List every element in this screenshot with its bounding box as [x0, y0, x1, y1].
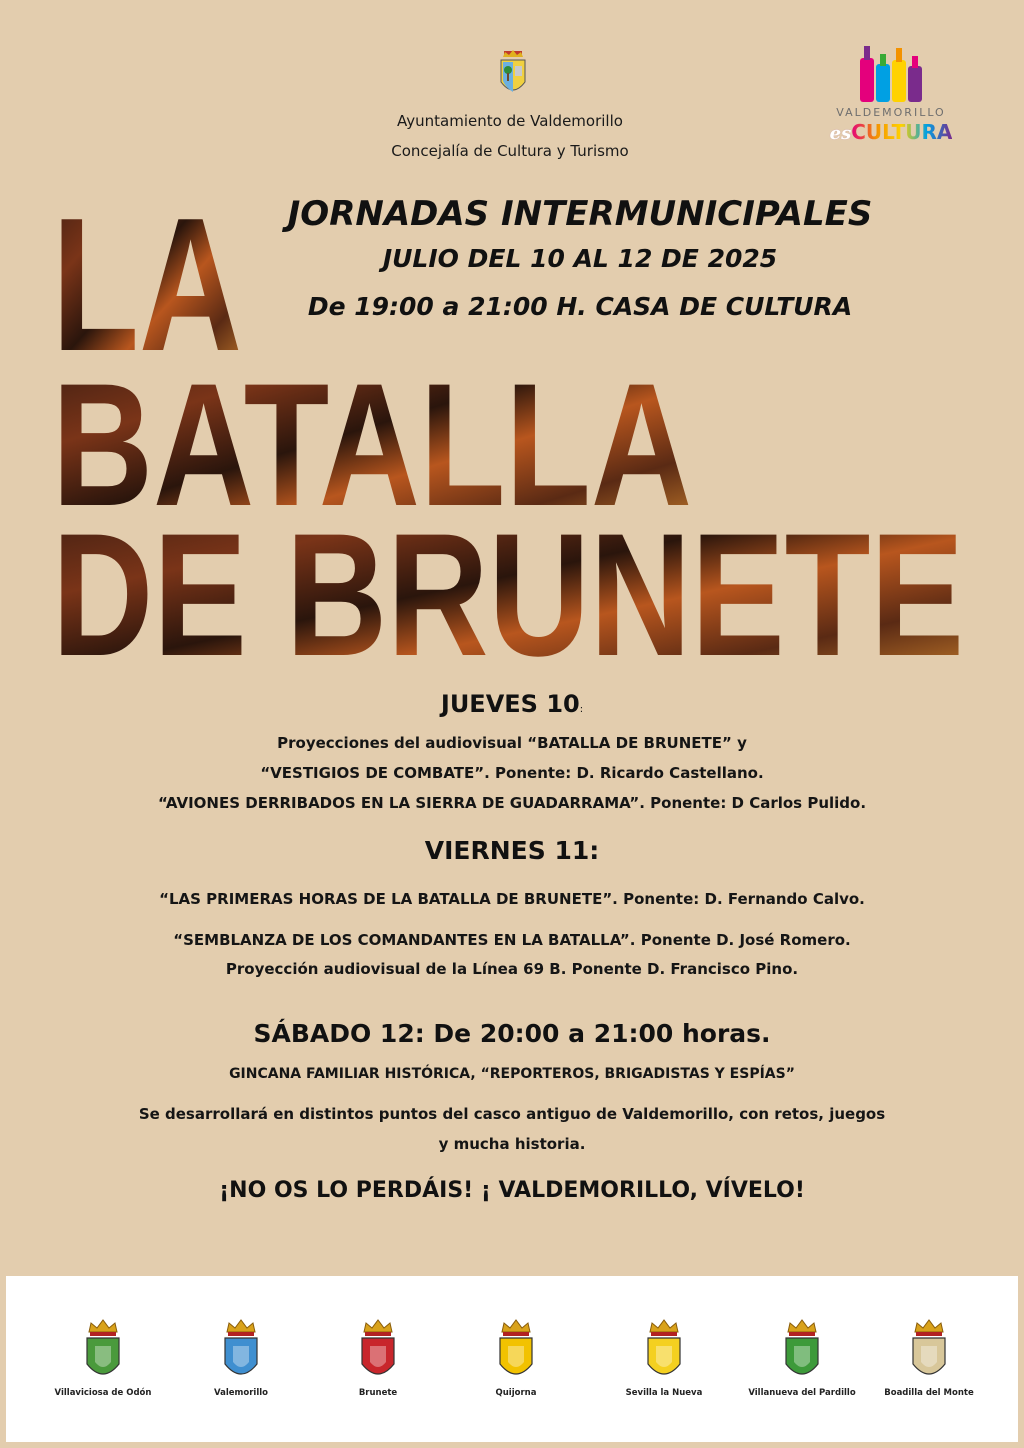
sabado-line-3: y mucha historia.	[438, 1135, 586, 1153]
day-jueves-label: JUEVES 10	[440, 690, 580, 718]
event-dates: JULIO DEL 10 AL 12 DE 2025	[382, 244, 778, 273]
day-jueves-colon: :	[579, 704, 584, 715]
municipality-crest-icon	[909, 1318, 949, 1384]
municipality-6	[747, 1318, 857, 1398]
municipality-name: Boadilla del Monte	[884, 1388, 974, 1398]
logo-valdemorillo-text: VALDEMORILLO	[836, 106, 946, 119]
org-name: Ayuntamiento de Valdemorillo	[397, 112, 623, 130]
municipality-name: Villanueva del Pardillo	[748, 1388, 856, 1398]
municipality-crest-icon	[83, 1318, 123, 1384]
day-viernes: VIERNES 11:	[424, 836, 600, 865]
municipality-crest-icon	[496, 1318, 536, 1384]
municipality-crest-icon	[644, 1318, 684, 1384]
closing-message: ¡NO OS LO PERDÁIS! ¡ VALDEMORILLO, VÍVELO!	[219, 1178, 805, 1203]
municipality-3	[323, 1318, 433, 1398]
municipality-2	[186, 1318, 296, 1398]
day-sabado: SÁBADO 12: De 20:00 a 21:00 horas.	[253, 1019, 771, 1048]
jueves-line-2: “VESTIGIOS DE COMBATE”. Ponente: D. Ricardo Castellano.	[260, 764, 764, 782]
municipality-name: Villaviciosa de Odón	[54, 1388, 152, 1398]
sabado-line-1: GINCANA FAMILIAR HISTÓRICA, “REPORTEROS, BRIGADISTAS Y ESPÍAS”	[229, 1066, 795, 1082]
municipality-4	[461, 1318, 571, 1398]
logo-cultura: CULTURA	[851, 120, 953, 144]
title-line-la: LA	[52, 179, 242, 391]
municipality-crest-icon	[221, 1318, 261, 1384]
event-time-place: De 19:00 a 21:00 H. CASA DE CULTURA	[307, 292, 853, 321]
title-line-batalla: BATALLA	[52, 348, 692, 543]
municipality-7	[874, 1318, 984, 1398]
title-line-de-brunete: DE BRUNETE	[52, 498, 964, 680]
municipality-5	[609, 1318, 719, 1398]
viernes-line-3: Proyección audiovisual de la Línea 69 B. Ponente D. Francisco Pino.	[225, 960, 799, 978]
sabado-line-2: Se desarrollará en distintos puntos del casco antiguo de Valdemorillo, con retos, juegos	[138, 1105, 886, 1123]
jueves-line-1: Proyecciones del audiovisual “BATALLA DE BRUNETE” y	[277, 734, 747, 752]
main-title-graphic	[0, 0, 1024, 680]
jueves-line-3: “AVIONES DERRIBADOS EN LA SIERRA DE GUADARRAMA”. Ponente: D Carlos Pulido.	[157, 794, 867, 812]
municipality-name: Brunete	[358, 1388, 398, 1398]
municipality-1	[48, 1318, 158, 1398]
event-heading: JORNADAS INTERMUNICIPALES	[287, 194, 873, 234]
municipality-name: Quijorna	[495, 1388, 537, 1398]
logo-es: es	[829, 123, 852, 144]
viernes-line-2: “SEMBLANZA DE LOS COMANDANTES EN LA BATALLA”. Ponente D. José Romero.	[173, 931, 851, 949]
day-jueves	[62, 690, 962, 718]
municipality-crest-icon	[782, 1318, 822, 1384]
viernes-line-1: “LAS PRIMERAS HORAS DE LA BATALLA DE BRUNETE”. Ponente: D. Fernando Calvo.	[159, 890, 865, 908]
municipality-name: Sevilla la Nueva	[625, 1388, 703, 1398]
municipality-crest-icon	[358, 1318, 398, 1384]
org-department: Concejalía de Cultura y Turismo	[391, 142, 629, 160]
municipality-name: Valemorillo	[214, 1388, 268, 1398]
